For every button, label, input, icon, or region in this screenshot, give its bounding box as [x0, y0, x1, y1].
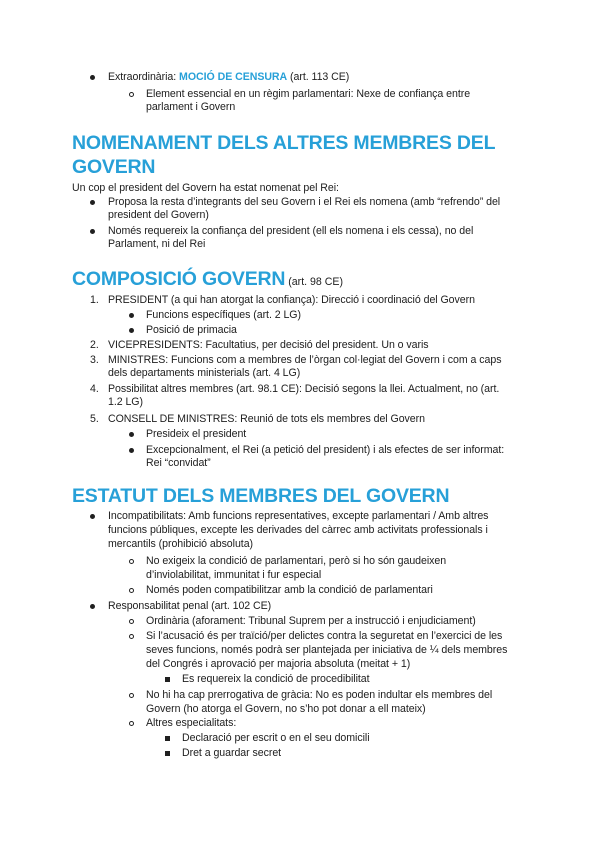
list-item: PRESIDENT (a qui han atorgat la confiança): Direcció i coordinació del Govern [108, 294, 475, 306]
bullet-dot [129, 444, 134, 457]
list-item-text: (art. 113 CE) [287, 71, 350, 83]
list-item: Altres especialitats: [146, 717, 237, 729]
bullet-dot [90, 225, 95, 238]
list-number: 2. [90, 339, 99, 351]
bullet-dot [129, 428, 134, 441]
list-item: No hi ha cap prerrogativa de gràcia: No es poden indultar els membres del [146, 689, 493, 701]
list-item-continuation: parlament i Govern [146, 101, 236, 113]
list-item: Responsabilitat penal (art. 102 CE) [108, 600, 272, 612]
list-item: Només poden compatibilitzar amb la condició de parlamentari [146, 584, 433, 596]
list-item-continuation: Govern (ho atorga el Govern, no s’ho pot donar a ell mateix) [146, 703, 426, 715]
bullet-dot [90, 196, 95, 209]
section-heading: NOMENAMENT DELS ALTRES MEMBRES DEL [72, 132, 496, 154]
bullet-circle [129, 88, 134, 101]
paragraph: Un cop el president del Govern ha estat nomenat pel Rei: [72, 182, 339, 194]
section-heading: GOVERN [72, 156, 156, 178]
bullet-dot [90, 600, 95, 613]
list-item-continuation: president del Govern) [108, 209, 209, 221]
list-number: 1. [90, 294, 99, 306]
list-item: Proposa la resta d’integrants del seu Govern i el Rei els nomena (amb “refrendo” del [108, 196, 501, 208]
list-item-text: Extraordinària: [108, 71, 180, 83]
list-item: Es requereix la condició de procedibilitat [182, 673, 370, 685]
bullet-dot [90, 71, 95, 84]
section-heading: ESTATUT DELS MEMBRES DEL GOVERN [72, 485, 450, 507]
list-item-continuation: Parlament, ni del Rei [108, 238, 206, 250]
section-heading-text: COMPOSICIÓ GOVERN [72, 268, 286, 290]
list-item: Dret a guardar secret [182, 747, 282, 759]
bullet-square [165, 732, 170, 745]
list-item [108, 71, 349, 84]
bullet-circle [129, 584, 134, 597]
highlight-text: MOCIÓ DE CENSURA [179, 71, 288, 83]
list-item-continuation: del Congrés i aprovació per majoria absoluta (meitat + 1) [146, 658, 411, 670]
bullet-square [165, 747, 170, 760]
list-number: 4. [90, 383, 99, 395]
bullet-circle [129, 555, 134, 568]
list-item-continuation: Rei “convidat” [146, 457, 211, 469]
bullet-square [165, 673, 170, 686]
list-item: Ordinària (aforament: Tribunal Suprem per a instrucció i enjudiciament) [146, 615, 476, 627]
list-item: No exigeix la condició de parlamentari, però si ho són gaudeixen [146, 555, 447, 567]
list-number: 3. [90, 354, 99, 366]
bullet-circle [129, 689, 134, 702]
bullet-circle [129, 717, 134, 730]
list-item-continuation: dels departaments ministerials (art. 4 LG) [108, 367, 301, 379]
bullet-dot [129, 324, 134, 337]
list-item: VICEPRESIDENTS: Facultatius, per decisió del president. Un o varis [108, 339, 429, 351]
list-item: Posició de primacia [146, 324, 237, 336]
list-item: CONSELL DE MINISTRES: Reunió de tots els membres del Govern [108, 413, 425, 425]
list-item: Només requereix la confiança del president (ell els nomena i els cessa), no del [108, 225, 474, 237]
list-item-continuation: d’inviolabilitat, immunitat i fur especial [146, 569, 322, 581]
list-item: Possibilitat altres membres (art. 98.1 CE): Decisió segons la llei. Actualment, no (art. [108, 383, 500, 395]
bullet-dot [90, 510, 95, 523]
list-item: Element essencial en un règim parlamentari: Nexe de confiança entre [146, 88, 471, 100]
list-item: Funcions específiques (art. 2 LG) [146, 309, 301, 321]
bullet-circle [129, 615, 134, 628]
list-item: Incompatibilitats: Amb funcions representatives, excepte parlamentari / Amb altres [108, 510, 489, 522]
list-item-continuation: 1.2 LG) [108, 396, 143, 408]
list-number: 5. [90, 413, 99, 425]
list-item: Si l’acusació és per traïció/per delictes contra la seguretat en l’exercici de les [146, 630, 503, 642]
list-item: MINISTRES: Funcions com a membres de l’òrgan col·legiat del Govern i com a caps [108, 354, 502, 366]
list-item-continuation: funcions públiques, excepte les derivades del càrrec amb activitats professionals i [108, 524, 488, 536]
list-item: Presideix el president [146, 428, 247, 440]
section-heading-reference: (art. 98 CE) [285, 276, 343, 288]
list-item: Declaració per escrit o en el seu domicili [182, 732, 370, 744]
bullet-circle [129, 630, 134, 643]
list-item-continuation: mercantils (prohibició absoluta) [108, 538, 254, 550]
list-item: Excepcionalment, el Rei (a petició del president) i als efectes de ser informat: [146, 444, 505, 456]
section-heading [72, 267, 343, 294]
bullet-dot [129, 309, 134, 322]
list-item-continuation: seves funcions, només podrà ser plantejada per iniciativa de ¼ dels membres [146, 644, 508, 656]
